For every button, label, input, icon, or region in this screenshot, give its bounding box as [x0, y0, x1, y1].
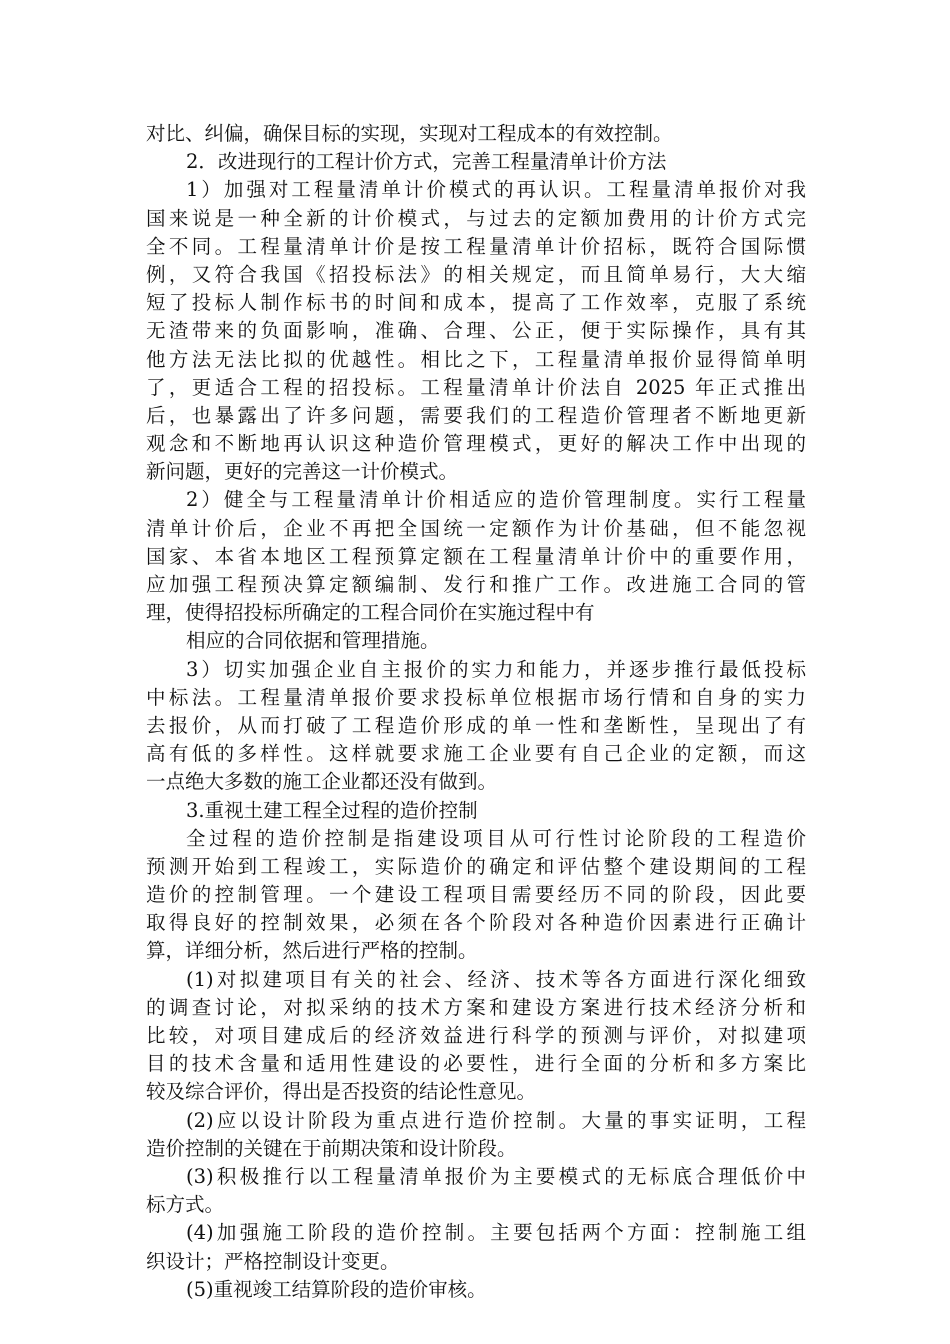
text-line: 国来说是一种全新的计价模式，与过去的定额加费用的计价方式完 [146, 206, 806, 230]
text-line: 预测开始到工程竣工，实际造价的确定和评估整个建设期间的工程 [146, 854, 806, 878]
text-line: (3)积极推行以工程量清单报价为主要模式的无标底合理低价中 [186, 1164, 806, 1188]
text-line: 无渣带来的负面影响，准确、合理、公正，便于实际操作，具有其 [146, 319, 806, 343]
text-line: 的调查讨论，对拟采纳的技术方案和建设方案进行技术经济分析和 [146, 995, 806, 1019]
text-line: 理，使得招投标所确定的工程合同价在实施过程中有 [146, 601, 595, 625]
text-line: 造价的控制管理。一个建设工程项目需要经历不同的阶段，因此要 [146, 883, 806, 907]
text-line: 织设计；严格控制设计变更。 [146, 1249, 400, 1273]
text-line: 算，详细分析，然后进行严格的控制。 [146, 939, 478, 963]
text-line: 例，又符合我国《招投标法》的相关规定，而且简单易行，大大缩 [146, 262, 806, 286]
text-line: 3.重视土建工程全过程的造价控制 [186, 798, 478, 822]
text-line: 全过程的造价控制是指建设项目从可行性讨论阶段的工程造价 [186, 826, 806, 850]
text-line: 去报价，从而打破了工程造价形成的单一性和垄断性，呈现出了有 [146, 713, 806, 737]
text-line: 目的技术含量和适用性建设的必要性，进行全面的分析和多方案比 [146, 1052, 806, 1076]
text-line: 相应的合同依据和管理措施。 [186, 629, 440, 653]
text-line: 后，也暴露出了许多问题，需要我们的工程造价管理者不断地更新 [146, 403, 806, 427]
text-line: 1）加强对工程量清单计价模式的再认识。工程量清单报价对我 [186, 178, 806, 202]
text-line: (5)重视竣工结算阶段的造价审核。 [186, 1277, 487, 1301]
text-line: 造价控制的关键在于前期决策和设计阶段。 [146, 1136, 517, 1160]
text-line: (4)加强施工阶段的造价控制。主要包括两个方面：控制施工组 [186, 1221, 806, 1245]
text-line: 了，更适合工程的招投标。工程量清单计价法自 2025 年正式推出 [146, 375, 806, 399]
text-line: 2．改进现行的工程计价方式，完善工程量清单计价方法 [186, 150, 667, 174]
text-line: 全不同。工程量清单计价是按工程量清单计价招标，既符合国际惯 [146, 234, 806, 258]
text-line: 标方式。 [146, 1193, 225, 1217]
text-line: 应加强工程预决算定额编制、发行和推广工作。改进施工合同的管 [146, 573, 806, 596]
text-line: 2）健全与工程量清单计价相适应的造价管理制度。实行工程量 [186, 488, 806, 512]
text-line: 高有低的多样性。这样就要求施工企业要有自己企业的定额，而这 [146, 742, 806, 766]
text-line: 清单计价后，企业不再把全国统一定额作为计价基础，但不能忽视 [146, 516, 806, 540]
text-line: 比较，对项目建成后的经济效益进行科学的预测与评价，对拟建项 [146, 1024, 806, 1047]
text-line: 取得良好的控制效果，必须在各个阶段对各种造价因素进行正确计 [146, 911, 806, 935]
text-line: 对比、纠偏，确保目标的实现，实现对工程成本的有效控制。 [146, 122, 673, 145]
document-body [146, 120, 806, 1304]
text-line: 短了投标人制作标书的时间和成本，提高了工作效率，克服了系统 [146, 291, 806, 315]
text-line: (1)对拟建项目有关的社会、经济、技术等各方面进行深化细致 [186, 967, 806, 991]
text-line: 中标法。工程量清单报价要求投标单位根据市场行情和自身的实力 [146, 685, 806, 709]
text-line: 一点绝大多数的施工企业都还没有做到。 [146, 770, 498, 794]
text-line: 他方法无法比拟的优越性。相比之下，工程量清单报价显得简单明 [146, 347, 806, 371]
text-line: 国家、本省本地区工程预算定额在工程量清单计价中的重要作用， [146, 544, 806, 568]
text-line: 较及综合评价，得出是否投资的结论性意见。 [146, 1080, 537, 1104]
text-line: 3）切实加强企业自主报价的实力和能力，并逐步推行最低投标 [186, 657, 806, 681]
text-line: 观念和不断地再认识这种造价管理模式，更好的解决工作中出现的 [146, 432, 806, 456]
text-line: (2)应以设计阶段为重点进行造价控制。大量的事实证明，工程 [186, 1108, 806, 1132]
text-line: 新问题，更好的完善这一计价模式。 [146, 460, 459, 484]
